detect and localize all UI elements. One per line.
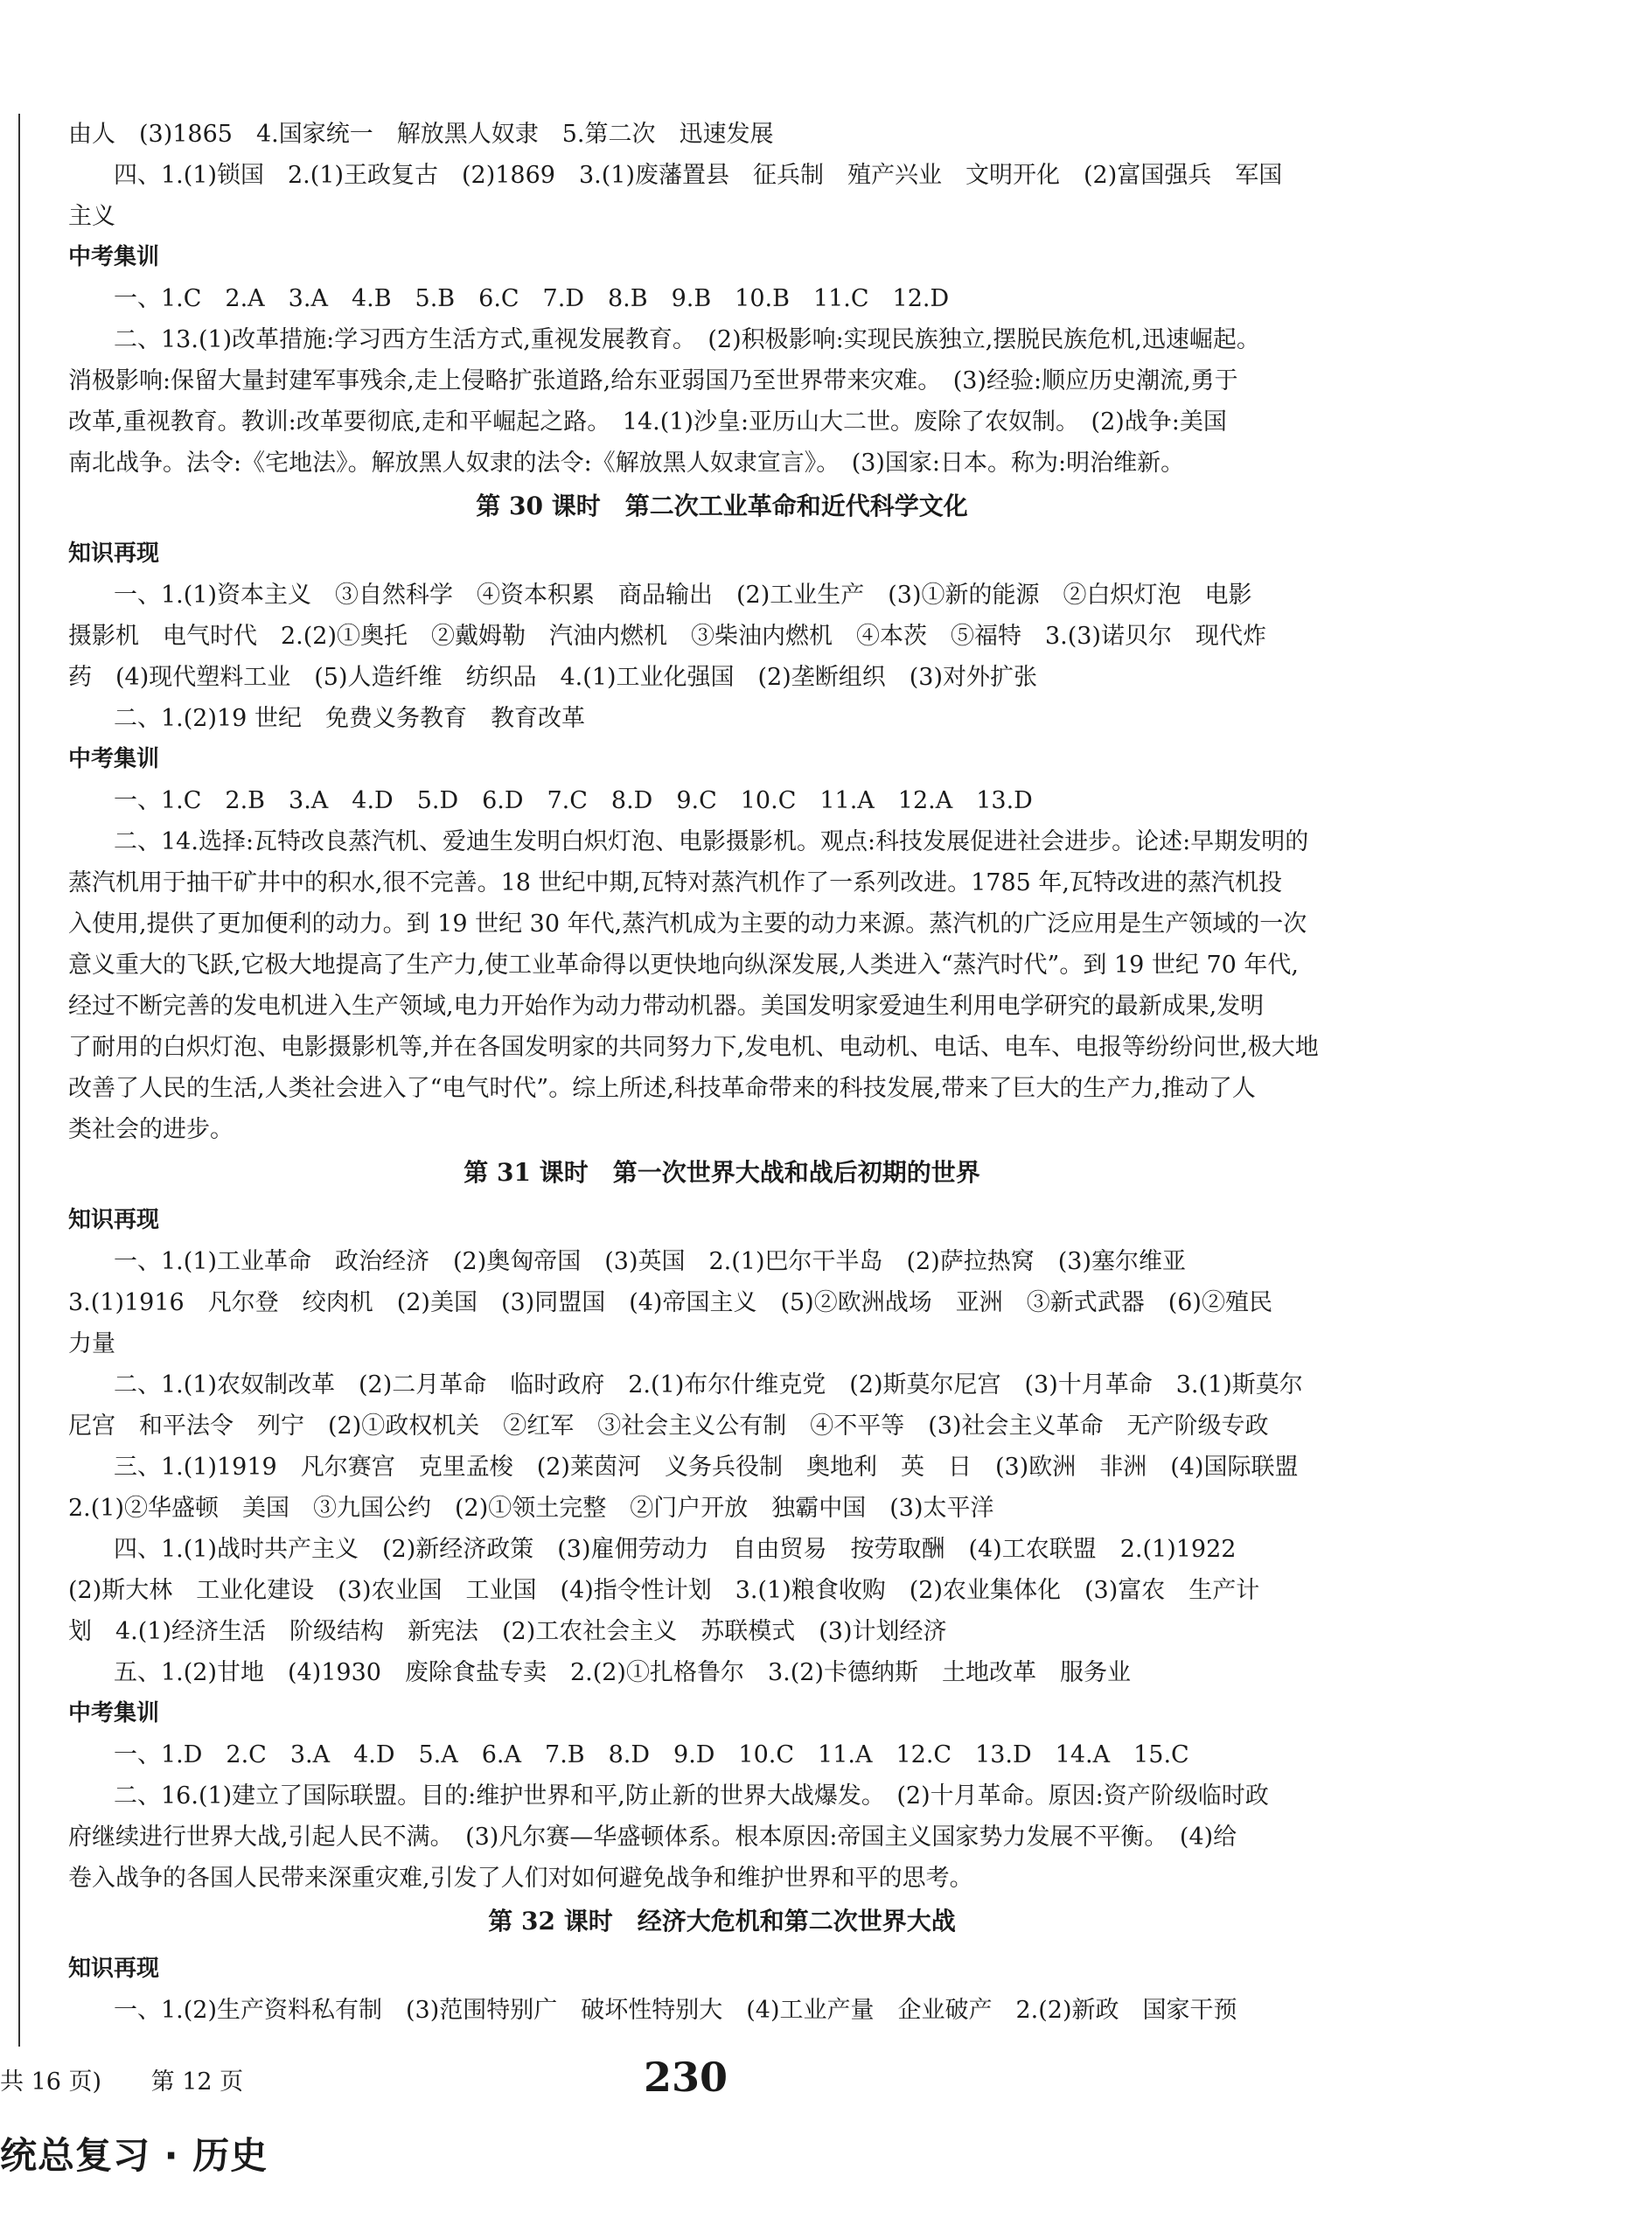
text-line: 二、13.(1)改革措施:学习西方生活方式,重视发展教育。 (2)积极影响:实现民族独立,摆脱民族危机,迅速崛起。 [114, 326, 1260, 353]
text-line: 2.(1)②华盛顿 美国 ③九国公约 (2)①领土完整 ②门户开放 独霸中国 (3)太平洋 [68, 1495, 994, 1522]
series-title: 统总复习 · 历史 [0, 2134, 268, 2177]
text-line: 药 (4)现代塑料工业 (5)人造纤维 纺织品 4.(1)工业化强国 (2)垄断组织 (3)对外扩张 [68, 664, 1037, 691]
text-line: 一、1.(1)工业革命 政治经济 (2)奥匈帝国 (3)英国 2.(1)巴尔干半岛 (2)萨拉热窝 (3)塞尔维亚 [114, 1248, 1186, 1275]
text-line: 三、1.(1)1919 凡尔赛宫 克里孟梭 (2)莱茵河 义务兵役制 奥地利 英 日 (3)欧洲 非洲 (4)国际联盟 [114, 1454, 1299, 1481]
text-line: 改革,重视教育。教训:改革要彻底,走和平崛起之路。 14.(1)沙皇:亚历山大二世。废除了农奴制。 (2)战争:美国 [68, 408, 1227, 436]
footer-page-label: 第 12 页 [150, 2068, 244, 2096]
text-line: 了耐用的白炽灯泡、电影摄影机等,并在各国发明家的共同努力下,发电机、电动机、电话、电车、电报等纷纷问世,极大地 [68, 1034, 1319, 1061]
footer-total-pages: 共 16 页) [0, 2068, 102, 2096]
text-line: 摄影机 电气时代 2.(2)①奥托 ②戴姆勒 汽油内燃机 ③柴油内燃机 ④本茨 ⑤福特 3.(3)诺贝尔 现代炸 [68, 623, 1267, 650]
text-line: 划 4.(1)经济生活 阶级结构 新宪法 (2)工农社会主义 苏联模式 (3)计划经济 [68, 1618, 947, 1645]
lesson-heading: 第 32 课时 经济大危机和第二次世界大战 [488, 1907, 956, 1936]
lesson-heading: 第 30 课时 第二次工业革命和近代科学文化 [476, 492, 968, 520]
text-line: 卷入战争的各国人民带来深重灾难,引发了人们对如何避免战争和维护世界和平的思考。 [68, 1865, 973, 1892]
section-subheading: 知识再现 [68, 1956, 160, 1982]
text-line: 力量 [68, 1330, 115, 1357]
text-line: 3.(1)1916 凡尔登 绞肉机 (2)美国 (3)同盟国 (4)帝国主义 (5)②欧洲战场 亚洲 ③新式武器 (6)②殖民 [68, 1289, 1272, 1316]
text-line: 类社会的进步。 [68, 1116, 234, 1143]
text-line: 五、1.(2)甘地 (4)1930 废除食盐专卖 2.(2)①扎格鲁尔 3.(2)卡德纳斯 土地改革 服务业 [114, 1659, 1131, 1686]
text-line: 经过不断完善的发电机进入生产领域,电力开始作为动力带动机器。美国发明家爱迪生利用电学研究的最新成果,发明 [68, 993, 1265, 1020]
section-subheading: 中考集训 [68, 746, 160, 772]
text-line: 一、1.C 2.A 3.A 4.B 5.B 6.C 7.D 8.B 9.B 10.B 11.C 12.D [114, 285, 950, 312]
text-line: 意义重大的飞跃,它极大地提高了生产力,使工业革命得以更快地向纵深发展,人类进入“蒸汽时代”。到 19 世纪 70 年代, [68, 952, 1299, 979]
text-line: 尼宫 和平法令 列宁 (2)①政权机关 ②红军 ③社会主义公有制 ④不平等 (3)社会主义革命 无产阶级专政 [68, 1412, 1269, 1440]
footer-page-info [0, 2062, 243, 2096]
text-line: 入使用,提供了更加便利的动力。到 19 世纪 30 年代,蒸汽机成为主要的动力来源。蒸汽机的广泛应用是生产领域的一次 [68, 910, 1307, 938]
section-subheading: 中考集训 [68, 1700, 160, 1726]
section-subheading: 中考集训 [68, 244, 160, 270]
margin-rule [18, 114, 20, 2047]
text-line: (2)斯大林 工业化建设 (3)农业国 工业国 (4)指令性计划 3.(1)粮食收购 (2)农业集体化 (3)富农 生产计 [68, 1577, 1260, 1604]
text-line: 一、1.(1)资本主义 ③自然科学 ④资本积累 商品输出 (2)工业生产 (3)①新的能源 ②白炽灯泡 电影 [114, 582, 1252, 609]
text-line: 二、1.(1)农奴制改革 (2)二月革命 临时政府 2.(1)布尔什维克党 (2)斯莫尔尼宫 (3)十月革命 3.(1)斯莫尔 [114, 1371, 1303, 1398]
text-line: 府继续进行世界大战,引起人民不满。 (3)凡尔赛—华盛顿体系。根本原因:帝国主义国家势力发展不平衡。 (4)给 [68, 1824, 1237, 1851]
text-line: 一、1.(2)生产资料私有制 (3)范围特别广 破坏性特别大 (4)工业产量 企业破产 2.(2)新政 国家干预 [114, 1997, 1237, 2024]
text-line: 一、1.D 2.C 3.A 4.D 5.A 6.A 7.B 8.D 9.D 10.C 11.A 12.C 13.D 14.A 15.C [114, 1741, 1189, 1768]
page-number: 230 [644, 2054, 728, 2101]
answer-text-body [68, 114, 1376, 2031]
text-line: 四、1.(1)战时共产主义 (2)新经济政策 (3)雇佣劳动力 自由贸易 按劳取酬 (4)工农联盟 2.(1)1922 [114, 1536, 1237, 1563]
text-line: 由人 (3)1865 4.国家统一 解放黑人奴隶 5.第二次 迅速发展 [68, 121, 774, 148]
lesson-heading: 第 31 课时 第一次世界大战和战后初期的世界 [464, 1158, 980, 1187]
text-line: 二、1.(2)19 世纪 免费义务教育 教育改革 [114, 705, 585, 732]
text-line: 改善了人民的生活,人类社会进入了“电气时代”。综上所述,科技革命带来的科技发展,带来了巨大的生产力,推动了人 [68, 1075, 1256, 1102]
text-line: 二、14.选择:瓦特改良蒸汽机、爱迪生发明白炽灯泡、电影摄影机。观点:科技发展促进社会进步。论述:早期发明的 [114, 828, 1309, 855]
text-line: 南北战争。法令:《宅地法》。解放黑人奴隶的法令:《解放黑人奴隶宣言》。 (3)国家:日本。称为:明治维新。 [68, 450, 1185, 477]
text-line: 消极影响:保留大量封建军事残余,走上侵略扩张道路,给东亚弱国乃至世界带来灾难。 (3)经验:顺应历史潮流,勇于 [68, 367, 1238, 394]
text-line: 一、1.C 2.B 3.A 4.D 5.D 6.D 7.C 8.D 9.C 10.C 11.A 12.A 13.D [114, 787, 1033, 814]
text-line: 蒸汽机用于抽干矿井中的积水,很不完善。18 世纪中期,瓦特对蒸汽机作了一系列改进。1785 年,瓦特改进的蒸汽机投 [68, 869, 1282, 896]
section-subheading: 知识再现 [68, 1207, 160, 1233]
text-line: 主义 [68, 203, 115, 230]
text-line: 二、16.(1)建立了国际联盟。目的:维护世界和平,防止新的世界大战爆发。 (2)十月革命。原因:资产阶级临时政 [114, 1782, 1269, 1810]
section-subheading: 知识再现 [68, 541, 160, 567]
text-line: 四、1.(1)锁国 2.(1)王政复古 (2)1869 3.(1)废藩置县 征兵制 殖产兴业 文明开化 (2)富国强兵 军国 [114, 162, 1283, 189]
